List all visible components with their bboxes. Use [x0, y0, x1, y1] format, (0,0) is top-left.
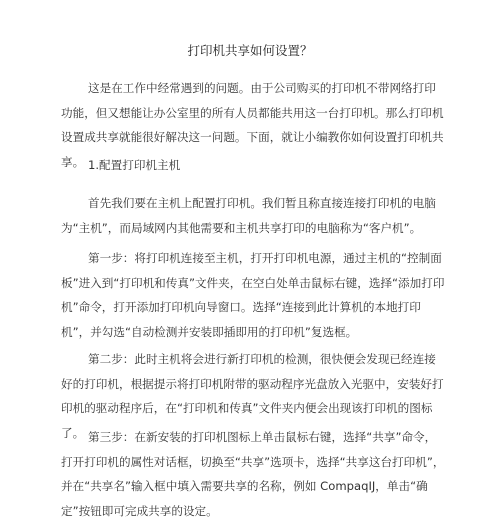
step-one-paragraph: 第一步：将打印机连接至主机，打开打印机电源，通过主机的“控制面板”进入到“打印机和传真”文件夹，在空白处单击鼠标右键，选择“添加打印机”命令，打开添加打印机向导窗口。选择“连接到此计算机的本地打印机”，并勾选“自动检测并安装即插即用的打印机”复选框。	[61, 251, 445, 339]
section-heading: 1.配置打印机主机	[88, 158, 181, 172]
step-two-paragraph: 第二步：此时主机将会进行新打印机的检测，很快便会发现已经连接好的打印机，根据提示将打印机附带的驱动程序光盘放入光驱中，安装好打印机的驱动程序后，在“打印机和传真”文件夹内便会出现该打印机的图标了。	[61, 352, 444, 440]
step-three-paragraph: 第三步：在新安装的打印机图标上单击鼠标右键，选择“共享”命令，打开打印机的属性对话框，切换至“共享”选项卡，选择“共享这台打印机”，并在“共享名”输入框中填入需要共享的名称，例如 CompaqIJ，单击“确定”按钮即可完成共享的设定。	[61, 430, 445, 518]
section-paragraph: 首先我们要在主机上配置打印机。我们暂且称直接连接打印机的电脑为“主机”，而局域网内其他需要和主机共享打印的电脑称为“客户机”。	[61, 196, 436, 235]
page-title: 打印机共享如何设置？	[187, 43, 313, 58]
intro-paragraph: 这是在工作中经常遇到的问题。由于公司购买的打印机不带网络打印功能，但又想能让办公室里的所有人员都能共用这一台打印机。那么打印机设置成共享就能很好解决这一问题。下面，就让小编教你如何设置打印机共享。	[61, 81, 444, 169]
